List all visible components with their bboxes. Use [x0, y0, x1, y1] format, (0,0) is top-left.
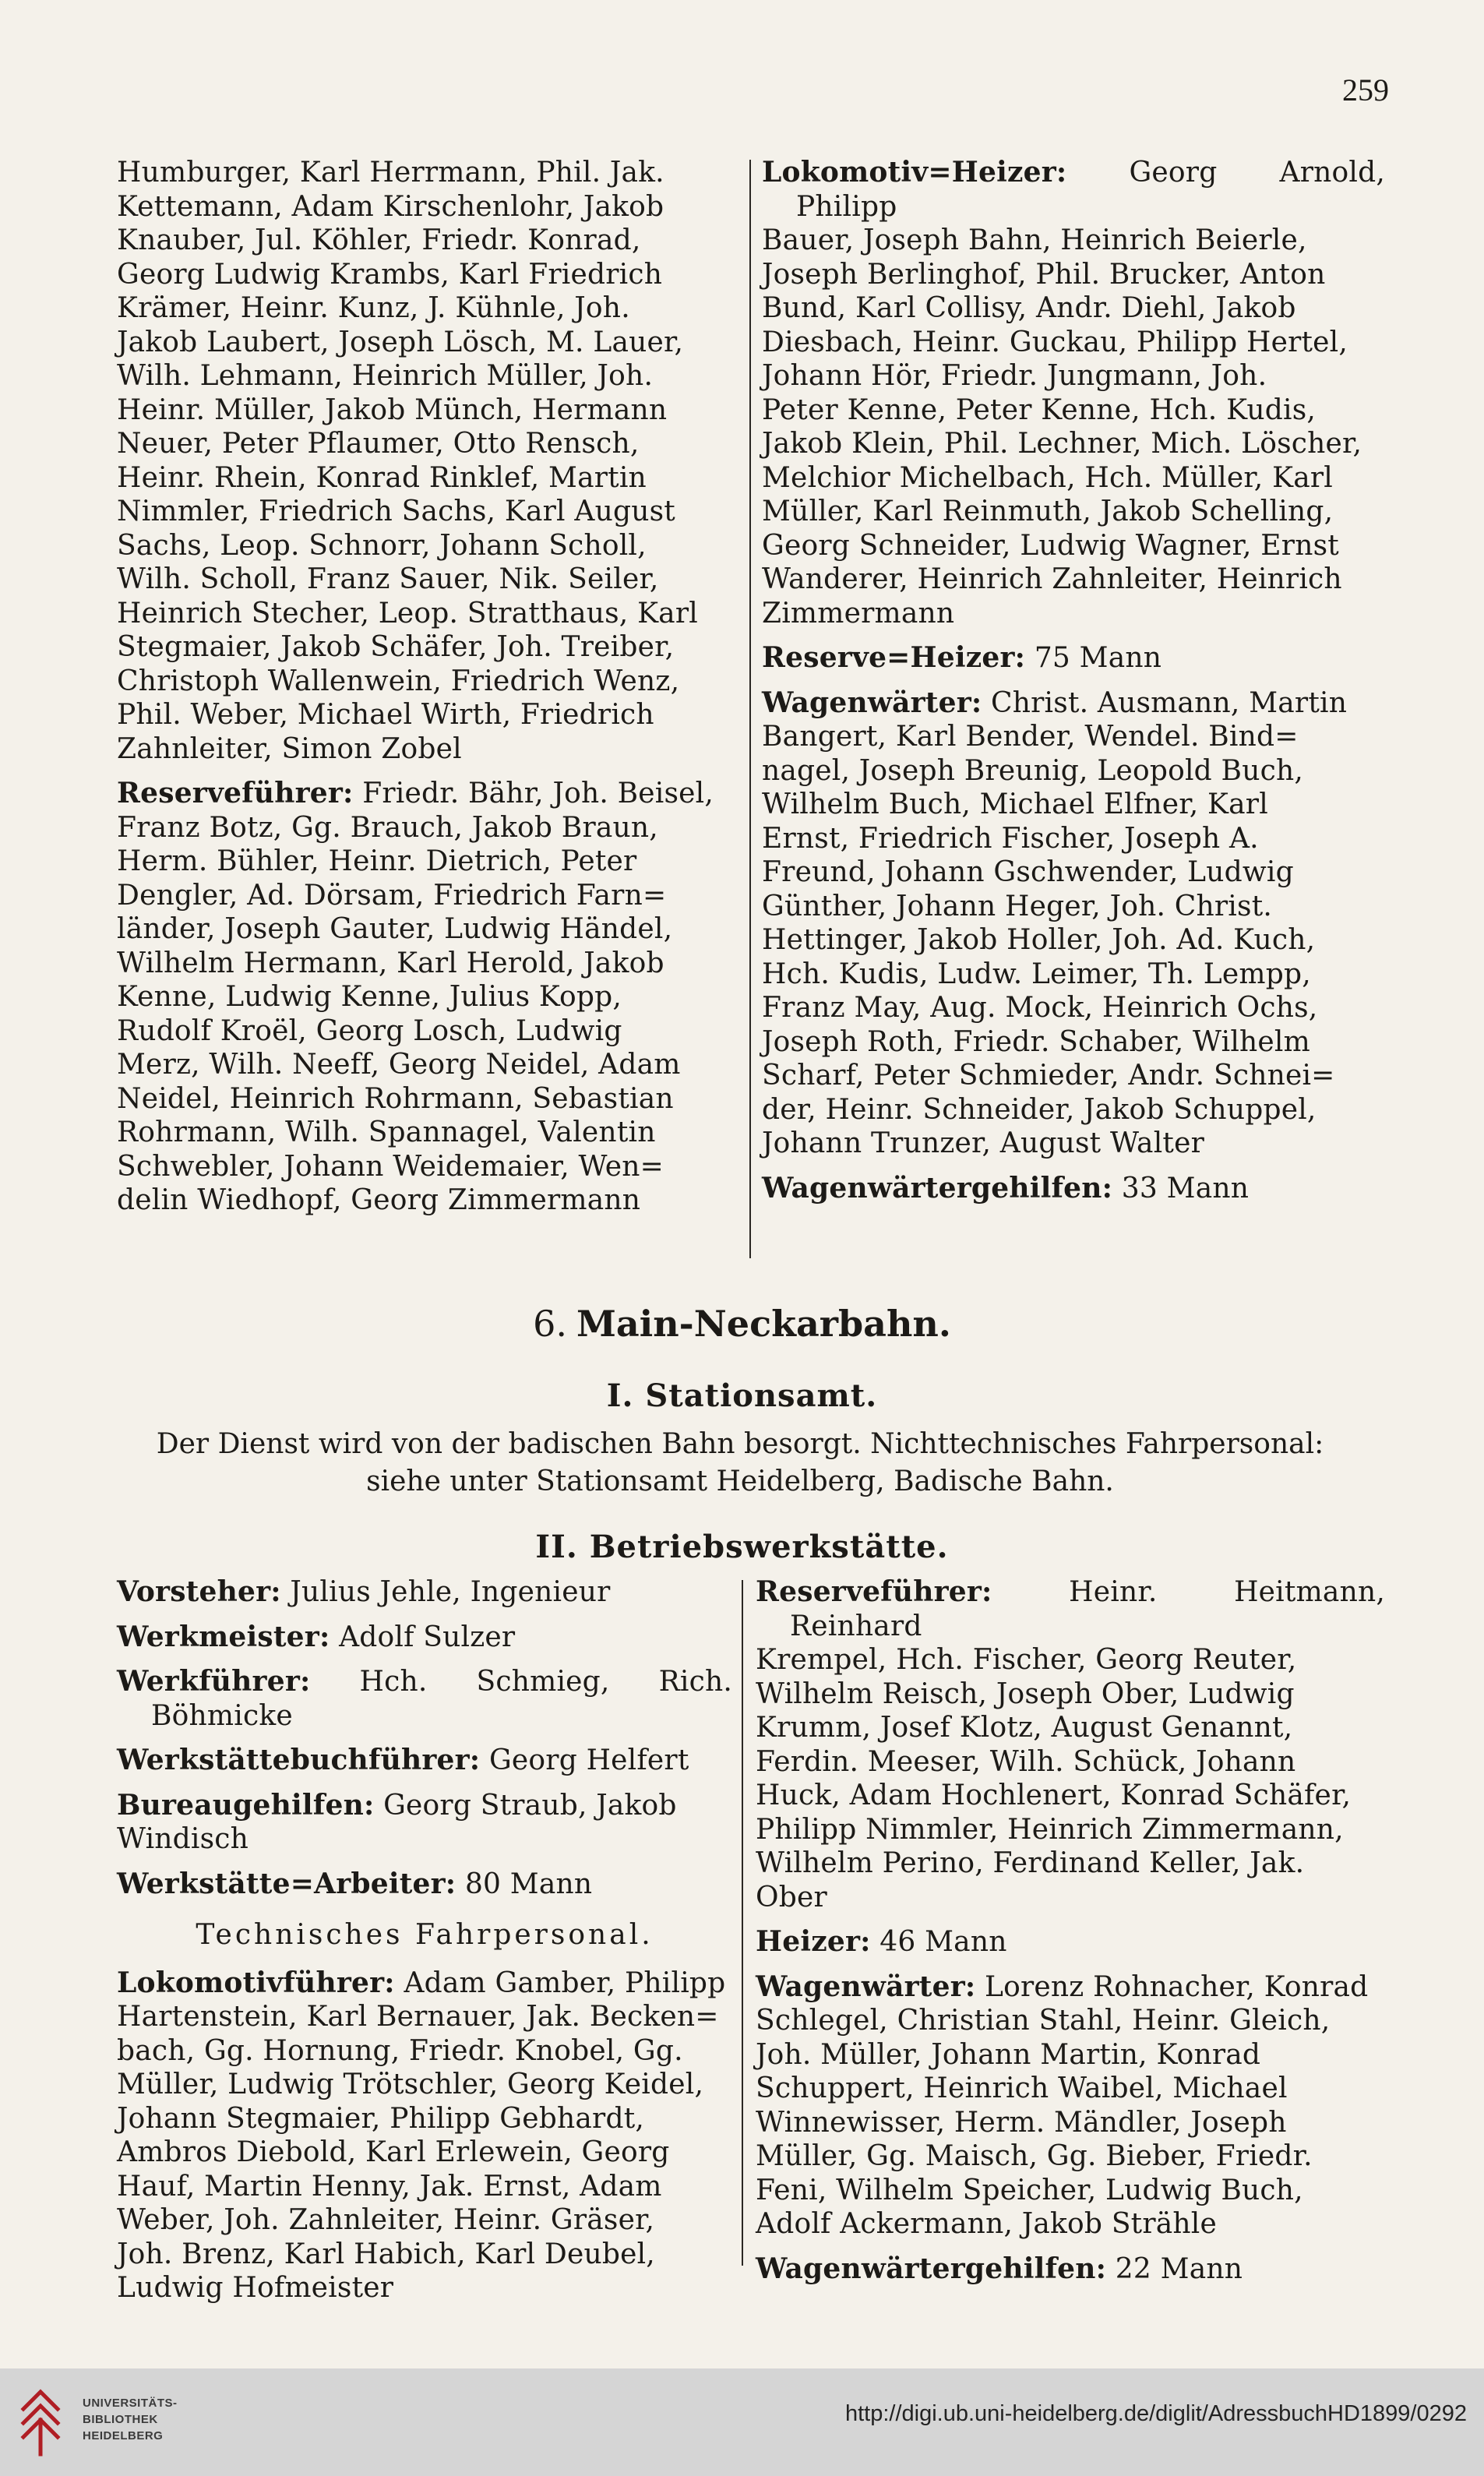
entry-term: Wagenwärtergehilfen:: [762, 1171, 1113, 1204]
entry-line: [117, 811, 740, 845]
entry-line: [117, 947, 740, 981]
entry-text: Wilhelm Perino, Ferdinand Keller, Jak.: [756, 1847, 1305, 1879]
entry-line: [117, 777, 740, 811]
entry-text: Friedr. Bähr, Joh. Beisel,: [362, 778, 714, 809]
page-number: 259: [1342, 72, 1389, 108]
entry-text: Feni, Wilhelm Speicher, Ludwig Buch,: [756, 2174, 1303, 2206]
entry-text: Schuppert, Heinrich Waibel, Michael: [756, 2072, 1288, 2104]
entry-term: Werkführer:: [117, 1665, 311, 1698]
entry-text: Joseph Berlinghof, Phil. Brucker, Anton: [762, 258, 1326, 291]
station-note-line: siehe unter Stationsamt Heidelberg, Badische Bahn.: [366, 1465, 1114, 1497]
entry-text: Hettinger, Jakob Holler, Joh. Ad. Kuch,: [762, 924, 1316, 956]
entry-text: Sachs, Leop. Schnorr, Johann Scholl,: [117, 529, 647, 562]
directory-entry: [762, 156, 1385, 630]
entry-line: [756, 1813, 1385, 1847]
entry-line: [117, 1116, 740, 1150]
entry-line: [756, 1643, 1385, 1677]
entry-text: länder, Joseph Gauter, Ludwig Händel,: [117, 913, 673, 945]
workshop-heading: II. Betriebswerkstätte.: [535, 1529, 949, 1565]
entry-text: Johann Trunzer, August Walter: [762, 1127, 1205, 1159]
entry-term: Werkstätte=Arbeiter:: [117, 1867, 456, 1900]
entry-text: Müller, Ludwig Trötschler, Georg Keidel,: [117, 2069, 704, 2100]
directory-entry: [117, 1966, 732, 2305]
entry-line: [117, 1744, 732, 1778]
library-logo-icon: [17, 2386, 72, 2457]
entry-term: Werkstättebuchführer:: [117, 1744, 481, 1776]
entry-line: [756, 1677, 1385, 1712]
entry-line: [117, 1575, 732, 1610]
entry-term: Werkmeister:: [117, 1620, 330, 1653]
entry-text: Merz, Wilh. Neeff, Georg Neidel, Adam: [117, 1049, 681, 1081]
entry-text: Phil. Weber, Michael Wirth, Friedrich: [117, 699, 654, 731]
entry-text: Nimmler, Friedrich Sachs, Karl August: [117, 496, 675, 527]
entry-text: Hartenstein, Karl Bernauer, Jak. Becken=: [117, 2001, 719, 2033]
entry-line: [117, 190, 740, 224]
entry-text: Hch. Schmieg, Rich. Böhmicke: [151, 1666, 732, 1732]
entry-line: [117, 980, 740, 1014]
entry-line: [117, 291, 740, 326]
entry-term: Lokomotivführer:: [117, 1966, 395, 1999]
library-name-line: UNIVERSITÄTS-: [83, 2397, 178, 2410]
entry-text: Adam Gamber, Philipp: [404, 1966, 726, 1999]
bottom-left-staff: [117, 1575, 732, 1901]
directory-entry: [762, 641, 1385, 675]
entry-text: Kenne, Ludwig Kenne, Julius Kopp,: [117, 981, 622, 1013]
bottom-left-column: [117, 1575, 732, 2305]
entry-line: [117, 1788, 732, 1823]
entry-line: [762, 822, 1385, 856]
entry-line: [117, 665, 740, 699]
entry-text: Wilh. Lehmann, Heinrich Müller, Joh.: [117, 360, 654, 392]
entry-text: Wilhelm Buch, Michael Elfner, Karl: [762, 788, 1268, 820]
entry-text: Zimmermann: [762, 597, 955, 630]
entry-line: [762, 923, 1385, 958]
entry-line: [117, 732, 740, 767]
entry-text: der, Heinr. Schneider, Jakob Schuppel,: [762, 1093, 1317, 1126]
entry-line: [762, 258, 1385, 292]
directory-entry: [756, 1925, 1385, 1959]
entry-line: [762, 529, 1385, 563]
entry-line: [117, 1822, 732, 1857]
library-footer: [0, 2368, 1484, 2476]
entry-text: Georg Helfert: [488, 1744, 689, 1776]
entry-text: Wanderer, Heinrich Zahnleiter, Heinrich: [762, 563, 1342, 595]
entry-text: Schwebler, Johann Weidemaier, Wen=: [117, 1150, 664, 1183]
entry-text: Joh. Müller, Johann Martin, Konrad: [756, 2038, 1261, 2071]
section-number: 6.: [533, 1303, 568, 1345]
entry-line: [762, 641, 1385, 675]
entry-text: Krämer, Heinr. Kunz, J. Kühnle, Joh.: [117, 292, 630, 324]
station-note: [117, 1426, 1363, 1501]
entry-line: [756, 2207, 1385, 2241]
entry-line: [756, 2038, 1385, 2072]
entry-text: Joh. Brenz, Karl Habich, Karl Deubel,: [117, 2238, 655, 2270]
entry-text: Zahnleiter, Simon Zobel: [117, 732, 462, 765]
entry-line: [756, 2072, 1385, 2106]
entry-text: Müller, Karl Reinmuth, Jakob Schelling,: [762, 496, 1334, 527]
directory-entry: [756, 1970, 1385, 2241]
entry-line: [117, 2068, 732, 2102]
entry-text: Diesbach, Heinr. Guckau, Philipp Hertel,: [762, 326, 1348, 358]
entry-line: [117, 2102, 732, 2136]
entry-line: [762, 754, 1385, 788]
entry-line: [117, 597, 740, 631]
entry-text: Ober: [756, 1881, 827, 1913]
entry-term: Wagenwärter:: [762, 686, 982, 719]
entry-text: Georg Ludwig Krambs, Karl Friedrich: [117, 258, 663, 291]
entry-line: [117, 1082, 740, 1116]
entry-line: [117, 698, 740, 732]
entry-line: [117, 563, 740, 597]
entry-line: [117, 326, 740, 360]
entry-text: Günther, Johann Heger, Joh. Christ.: [762, 890, 1272, 922]
directory-entry: [762, 1172, 1385, 1206]
entry-line: [117, 2203, 732, 2238]
library-name: [83, 2395, 178, 2444]
entry-line: [756, 1970, 1385, 2005]
entry-text: Johann Stegmaier, Philipp Gebhardt,: [117, 2102, 645, 2135]
top-right-column: [762, 156, 1385, 1205]
entry-line: [756, 2174, 1385, 2208]
entry-text: Krumm, Josef Klotz, August Genannt,: [756, 1712, 1293, 1744]
entry-text: Christ. Ausmann, Martin: [991, 686, 1348, 719]
entry-text: Ludwig Hofmeister: [117, 2272, 394, 2304]
entry-line: [117, 427, 740, 461]
entry-line: [117, 393, 740, 428]
top-left-column: [117, 156, 740, 1218]
entry-line: [117, 1183, 740, 1218]
entry-text: Neidel, Heinrich Rohrmann, Sebastian: [117, 1082, 674, 1115]
entry-text: Huck, Adam Hochlenert, Konrad Schäfer,: [756, 1779, 1352, 1811]
directory-entry: [117, 1744, 732, 1778]
entry-term: Wagenwärtergehilfen:: [756, 2252, 1107, 2285]
entry-term: Reserve=Heizer:: [762, 641, 1026, 674]
entry-line: [762, 597, 1385, 631]
entry-text: Wilh. Scholl, Franz Sauer, Nik. Seiler,: [117, 563, 659, 595]
library-name-line: HEIDELBERG: [83, 2429, 164, 2442]
entry-text: Kettemann, Adam Kirschenlohr, Jakob: [117, 190, 664, 223]
entry-text: Herm. Bühler, Heinr. Dietrich, Peter: [117, 845, 637, 877]
entry-line: [117, 2271, 732, 2305]
entry-line: [117, 461, 740, 496]
directory-entry: [756, 1575, 1385, 1914]
entry-term: Heizer:: [756, 1925, 871, 1958]
entry-line: [762, 855, 1385, 890]
entry-line: [117, 258, 740, 292]
entry-line: [762, 720, 1385, 754]
entry-line: [117, 1620, 732, 1655]
entry-text: Bauer, Joseph Bahn, Heinrich Beierle,: [762, 224, 1307, 256]
entry-line: [762, 427, 1385, 461]
entry-line: [762, 991, 1385, 1025]
entry-text: bach, Gg. Hornung, Friedr. Knobel, Gg.: [117, 2034, 683, 2067]
entry-line: [756, 1711, 1385, 1745]
entry-line: [117, 912, 740, 947]
entry-text: Peter Kenne, Peter Kenne, Hch. Kudis,: [762, 393, 1317, 426]
entry-text: Adolf Sulzer: [339, 1621, 516, 1653]
entry-text: Freund, Johann Gschwender, Ludwig: [762, 856, 1294, 888]
entry-line: [117, 879, 740, 913]
entry-text: Adolf Ackermann, Jakob Strähle: [756, 2208, 1218, 2240]
entry-text: Heinr. Müller, Jakob Münch, Hermann: [117, 393, 668, 426]
entry-text: 46 Mann: [879, 1926, 1007, 1958]
entry-text: Rohrmann, Wilh. Spannagel, Valentin: [117, 1116, 656, 1148]
entry-line: [117, 2238, 732, 2272]
entry-line: [117, 529, 740, 563]
station-heading: I. Stationsamt.: [606, 1377, 878, 1414]
entry-line: [117, 1867, 732, 1902]
entry-line: [762, 686, 1385, 721]
entry-line: [756, 2004, 1385, 2038]
entry-text: Julius Jehle, Ingenieur: [290, 1576, 611, 1608]
entry-text: Ernst, Friedrich Fischer, Joseph A.: [762, 822, 1259, 855]
entry-term: Reserveführer:: [756, 1575, 992, 1608]
entry-line: [762, 291, 1385, 326]
column-divider-bottom: [742, 1580, 743, 2266]
entry-text: 22 Mann: [1115, 2252, 1243, 2285]
entry-text: Philipp Nimmler, Heinrich Zimmermann,: [756, 1813, 1344, 1846]
entry-line: [762, 495, 1385, 529]
entry-line: [117, 2000, 732, 2034]
entry-text: Jakob Klein, Phil. Lechner, Mich. Löscher,: [762, 428, 1362, 460]
entry-term: Vorsteher:: [117, 1575, 281, 1608]
entry-line: [117, 630, 740, 665]
section-title: [0, 1303, 1484, 1345]
directory-entry: [117, 1868, 732, 1902]
entry-line: [762, 1093, 1385, 1127]
entry-text: Stegmaier, Jakob Schäfer, Joh. Treiber,: [117, 631, 675, 663]
entry-text: Krempel, Hch. Fischer, Georg Reuter,: [756, 1644, 1297, 1676]
entry-text: Christoph Wallenwein, Friedrich Wenz,: [117, 665, 680, 697]
entry-line: [762, 359, 1385, 393]
entry-line: [762, 326, 1385, 360]
entry-line: [762, 1025, 1385, 1060]
entry-line: [762, 224, 1385, 258]
entry-line: [756, 2106, 1385, 2140]
bottom-left-drivers: [117, 1966, 732, 2305]
entry-text: Melchior Michelbach, Hch. Müller, Karl: [762, 461, 1333, 494]
entry-text: Lorenz Rohnacher, Konrad: [985, 1970, 1369, 2003]
entry-text: Wilhelm Hermann, Karl Herold, Jakob: [117, 947, 664, 979]
entry-line: [756, 1881, 1385, 1915]
section-name: Main-Neckarbahn.: [576, 1303, 951, 1345]
entry-text: Franz Botz, Gg. Brauch, Jakob Braun,: [117, 811, 658, 844]
entry-text: Hauf, Martin Henny, Jak. Ernst, Adam: [117, 2170, 662, 2203]
entry-text: Heinr. Heitmann, Reinhard: [790, 1576, 1385, 1642]
entry-line: [762, 1171, 1385, 1206]
entry-line: [756, 2252, 1385, 2287]
entry-text: Humburger, Karl Herrmann, Phil. Jak.: [117, 157, 664, 189]
entry-line: [762, 461, 1385, 496]
entry-text: delin Wiedhopf, Georg Zimmermann: [117, 1184, 641, 1216]
technical-staff-subheading: Technisches Fahrpersonal.: [196, 1919, 654, 1951]
entry-line: [756, 1925, 1385, 1959]
directory-entry: [117, 1789, 732, 1857]
entry-line: [117, 495, 740, 529]
entry-text: Heinr. Rhein, Konrad Rinklef, Martin: [117, 461, 647, 494]
entry-text: Georg Straub, Jakob: [383, 1789, 677, 1822]
directory-entry: [117, 1575, 732, 1610]
entry-line: [756, 2139, 1385, 2174]
entry-text: Georg Arnold, Philipp: [796, 157, 1385, 223]
entry-line: [762, 1059, 1385, 1093]
entry-line: [117, 1966, 732, 2001]
directory-entry: [762, 686, 1385, 1161]
directory-entry: [756, 2252, 1385, 2287]
entry-line: [117, 1014, 740, 1049]
entry-text: Winnewisser, Herm. Mändler, Joseph: [756, 2106, 1287, 2139]
entry-text: Georg Schneider, Ludwig Wagner, Ernst: [762, 529, 1339, 562]
entry-text: nagel, Joseph Breunig, Leopold Buch,: [762, 754, 1303, 787]
entry-line: [117, 224, 740, 258]
source-url-link[interactable]: http://digi.ub.uni-heidelberg.de/diglit/AdressbuchHD1899/0292: [844, 2401, 1467, 2426]
entry-text: Heinrich Stecher, Leop. Stratthaus, Karl: [117, 597, 698, 630]
entry-text: Müller, Gg. Maisch, Gg. Bieber, Friedr.: [756, 2140, 1313, 2172]
entry-line: [756, 1779, 1385, 1813]
entry-text: Ferdin. Meeser, Wilh. Schück, Johann: [756, 1745, 1296, 1778]
directory-entry: [117, 777, 740, 1218]
entry-line: [117, 2136, 732, 2170]
entry-term: Reserveführer:: [117, 777, 354, 809]
entry-text: Jakob Laubert, Joseph Lösch, M. Lauer,: [117, 326, 684, 358]
entry-text: Dengler, Ad. Dörsam, Friedrich Farn=: [117, 879, 667, 912]
entry-line: [117, 1665, 732, 1733]
entry-text: Neuer, Peter Pflaumer, Otto Rensch,: [117, 428, 640, 460]
entry-line: [756, 1846, 1385, 1881]
entry-text: 75 Mann: [1034, 642, 1162, 674]
entry-text: Scharf, Peter Schmieder, Andr. Schnei=: [762, 1060, 1335, 1092]
directory-entry: [117, 1665, 732, 1733]
directory-entry: [117, 156, 740, 766]
entry-term: Lokomotiv=Heizer:: [762, 156, 1067, 189]
entry-line: [117, 2170, 732, 2204]
entry-line: [117, 845, 740, 879]
entry-text: Bund, Karl Collisy, Andr. Diehl, Jakob: [762, 292, 1296, 324]
entry-line: [117, 1150, 740, 1184]
entry-line: [117, 1048, 740, 1082]
entry-line: [756, 1575, 1385, 1643]
entry-term: Wagenwärter:: [756, 1970, 976, 2003]
entry-line: [762, 788, 1385, 822]
entry-line: [117, 2034, 732, 2069]
entry-line: [762, 563, 1385, 597]
entry-text: Franz May, Aug. Mock, Heinrich Ochs,: [762, 992, 1318, 1024]
entry-text: Joseph Roth, Friedr. Schaber, Wilhelm: [762, 1025, 1310, 1058]
entry-line: [762, 393, 1385, 428]
entry-text: Johann Hör, Friedr. Jungmann, Joh.: [762, 360, 1267, 392]
entry-text: Rudolf Kroël, Georg Losch, Ludwig: [117, 1014, 622, 1047]
entry-text: Weber, Joh. Zahnleiter, Heinr. Gräser,: [117, 2204, 655, 2236]
station-note-line: Der Dienst wird von der badischen Bahn besorgt. Nichttechnisches Fahrpersonal:: [156, 1428, 1324, 1460]
entry-line: [117, 156, 740, 190]
column-divider-top: [749, 160, 751, 1258]
entry-text: Hch. Kudis, Ludw. Leimer, Th. Lempp,: [762, 958, 1311, 990]
entry-text: Ambros Diebold, Karl Erlewein, Georg: [117, 2136, 670, 2168]
entry-term: Bureaugehilfen:: [117, 1788, 375, 1822]
bottom-right-column: [756, 1575, 1385, 2286]
entry-text: 33 Mann: [1121, 1172, 1250, 1204]
entry-line: [762, 890, 1385, 924]
entry-line: [117, 359, 740, 393]
entry-text: Bangert, Karl Bender, Wendel. Bind=: [762, 721, 1299, 753]
entry-line: [756, 1745, 1385, 1779]
entry-text: Knauber, Jul. Köhler, Friedr. Konrad,: [117, 224, 641, 256]
entry-line: [762, 1127, 1385, 1161]
entry-line: [762, 156, 1385, 224]
entry-text: Windisch: [117, 1823, 249, 1855]
entry-text: Wilhelm Reisch, Joseph Ober, Ludwig: [756, 1677, 1295, 1710]
entry-line: [762, 958, 1385, 992]
entry-text: 80 Mann: [464, 1868, 593, 1900]
entry-text: Schlegel, Christian Stahl, Heinr. Gleich,: [756, 2005, 1331, 2037]
library-name-line: BIBLIOTHEK: [83, 2413, 158, 2426]
directory-entry: [117, 1621, 732, 1655]
